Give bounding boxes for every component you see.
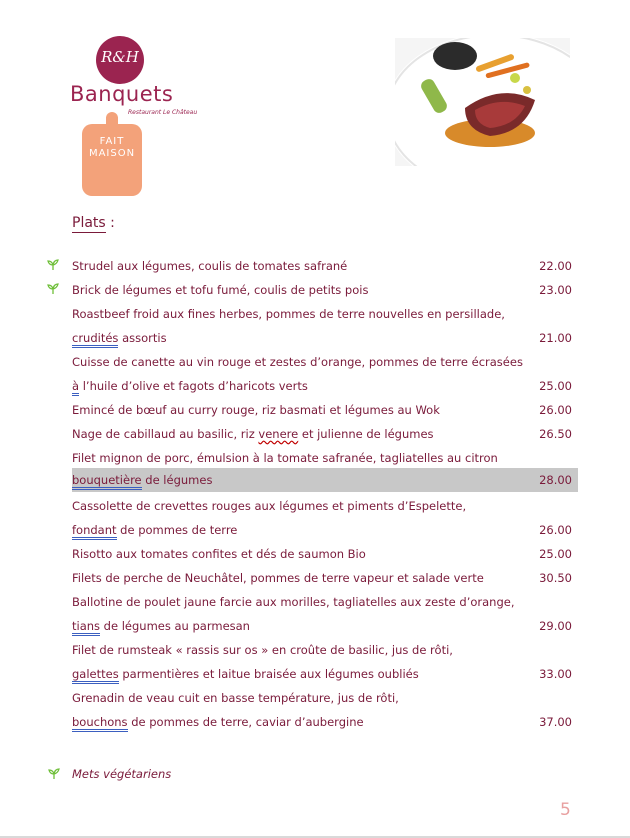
dish-price: 26.50 <box>539 427 572 441</box>
dish-row <box>72 614 578 638</box>
dish-name-rest: l’huile d’olive et fagots d’haricots verts <box>79 379 308 393</box>
dish-row <box>72 566 578 590</box>
dish-price: 28.00 <box>539 473 572 487</box>
dish-name <box>72 326 167 350</box>
dish-row <box>72 398 578 422</box>
dish-name-rest: de légumes <box>141 473 213 487</box>
dish-name <box>72 422 434 446</box>
dish-row <box>72 494 578 518</box>
badge-line2: MAISON <box>88 148 136 159</box>
dish-price: 29.00 <box>539 619 572 633</box>
vegetarian-leaf-icon <box>48 768 60 780</box>
dish-name-rest: de pommes de terre, caviar d’aubergine <box>127 715 364 729</box>
dish-price: 37.00 <box>539 715 572 729</box>
dish-row <box>72 542 578 566</box>
dish-name-part-a: Nage de cabillaud au basilic, riz <box>72 427 259 441</box>
dish-name: Filet mignon de porc, émulsion à la tomate safranée, tagliatelles au citron <box>72 451 498 465</box>
dish-name-underlined: crudités <box>72 331 118 348</box>
dish-name: Emincé de bœuf au curry rouge, riz basmati et légumes au Wok <box>72 403 440 417</box>
dish-name: Cuisse de canette au vin rouge et zestes d’orange, pommes de terre écrasées <box>72 355 523 369</box>
dish-photo-illustration <box>395 38 570 166</box>
dish-row <box>72 686 578 710</box>
logo-monogram-text: R&H <box>101 48 139 66</box>
logo-name: Banquets <box>70 82 174 106</box>
dish-name: Risotto aux tomates confites et dés de saumon Bio <box>72 547 366 561</box>
dish-row <box>72 254 578 278</box>
dish-price: 33.00 <box>539 667 572 681</box>
vegetarian-legend <box>48 766 171 781</box>
dish-row <box>72 374 578 398</box>
dish-name-spellcheck: venere <box>258 427 299 441</box>
fait-maison-badge <box>82 112 142 196</box>
dish-name-rest: de légumes au parmesan <box>100 619 250 633</box>
section-title-suffix: : <box>105 215 115 231</box>
vegetarian-leaf-icon <box>47 283 59 295</box>
dish-price: 26.00 <box>539 523 572 537</box>
dish-name <box>72 468 212 492</box>
dish-name <box>72 710 364 734</box>
dish-name: Cassolette de crevettes rouges aux légumes et piments d’Espelette, <box>72 499 467 513</box>
dish-name <box>72 662 419 686</box>
dish-price: 25.00 <box>539 379 572 393</box>
dish-row <box>72 446 578 470</box>
dish-price: 21.00 <box>539 331 572 345</box>
legend-text: Mets végétariens <box>72 767 172 781</box>
dish-price: 25.00 <box>539 547 572 561</box>
dish-name: Grenadin de veau cuit en basse température, jus de rôti, <box>72 691 399 705</box>
dish-row <box>72 710 578 734</box>
dish-row <box>72 590 578 614</box>
logo-tagline: Restaurant Le Château <box>128 109 198 116</box>
dish-name-rest: parmentières et laitue braisée aux légumes oubliés <box>118 667 419 681</box>
dish-price: 22.00 <box>539 259 572 273</box>
dish-name-rest: de pommes de terre <box>116 523 238 537</box>
dish-name <box>72 614 250 638</box>
dish-name: Roastbeef froid aux fines herbes, pommes de terre nouvelles en persillade, <box>72 307 505 321</box>
dish-name: Filet de rumsteak « rassis sur os » en croûte de basilic, jus de rôti, <box>72 643 453 657</box>
dish-price: 23.00 <box>539 283 572 297</box>
dish-name <box>72 518 237 542</box>
dish-row-highlighted <box>72 468 578 492</box>
dish-name-underlined: fondant <box>72 523 117 540</box>
dish-row <box>72 302 578 326</box>
dish-name-rest: assortis <box>118 331 167 345</box>
dish-row <box>72 662 578 686</box>
dish-name-underlined: tians <box>72 619 100 636</box>
dish-row <box>72 518 578 542</box>
badge-text <box>82 136 142 160</box>
logo-monogram <box>96 36 144 84</box>
section-title-text: Plats <box>72 215 106 231</box>
section-title <box>72 215 115 231</box>
badge-line1: FAIT <box>99 136 125 147</box>
dish-name: Ballotine de poulet jaune farcie aux morilles, tagliatelles aux zeste d’orange, <box>72 595 515 609</box>
dish-name: Brick de légumes et tofu fumé, coulis de petits pois <box>72 283 369 297</box>
dish-name-underlined: bouchons <box>72 715 128 732</box>
dish-row <box>72 422 578 446</box>
dish-name-underlined: à <box>72 379 79 396</box>
dish-price: 26.00 <box>539 403 572 417</box>
dish-name-underlined: bouquetière <box>72 473 142 490</box>
dish-photo <box>395 38 570 166</box>
dish-name: Filets de perche de Neuchâtel, pommes de terre vapeur et salade verte <box>72 571 484 585</box>
dish-name: Strudel aux légumes, coulis de tomates safrané <box>72 259 348 273</box>
dish-price: 30.50 <box>539 571 572 585</box>
page-number: 5 <box>560 800 571 820</box>
dish-name <box>72 374 308 398</box>
dish-row <box>72 350 578 374</box>
dish-row <box>72 326 578 350</box>
dish-row <box>72 638 578 662</box>
dish-row <box>72 278 578 302</box>
vegetarian-leaf-icon <box>47 259 59 271</box>
dish-name-underlined: galettes <box>72 667 119 684</box>
dish-name-part-b: et julienne de légumes <box>298 427 434 441</box>
board-body <box>82 124 142 196</box>
